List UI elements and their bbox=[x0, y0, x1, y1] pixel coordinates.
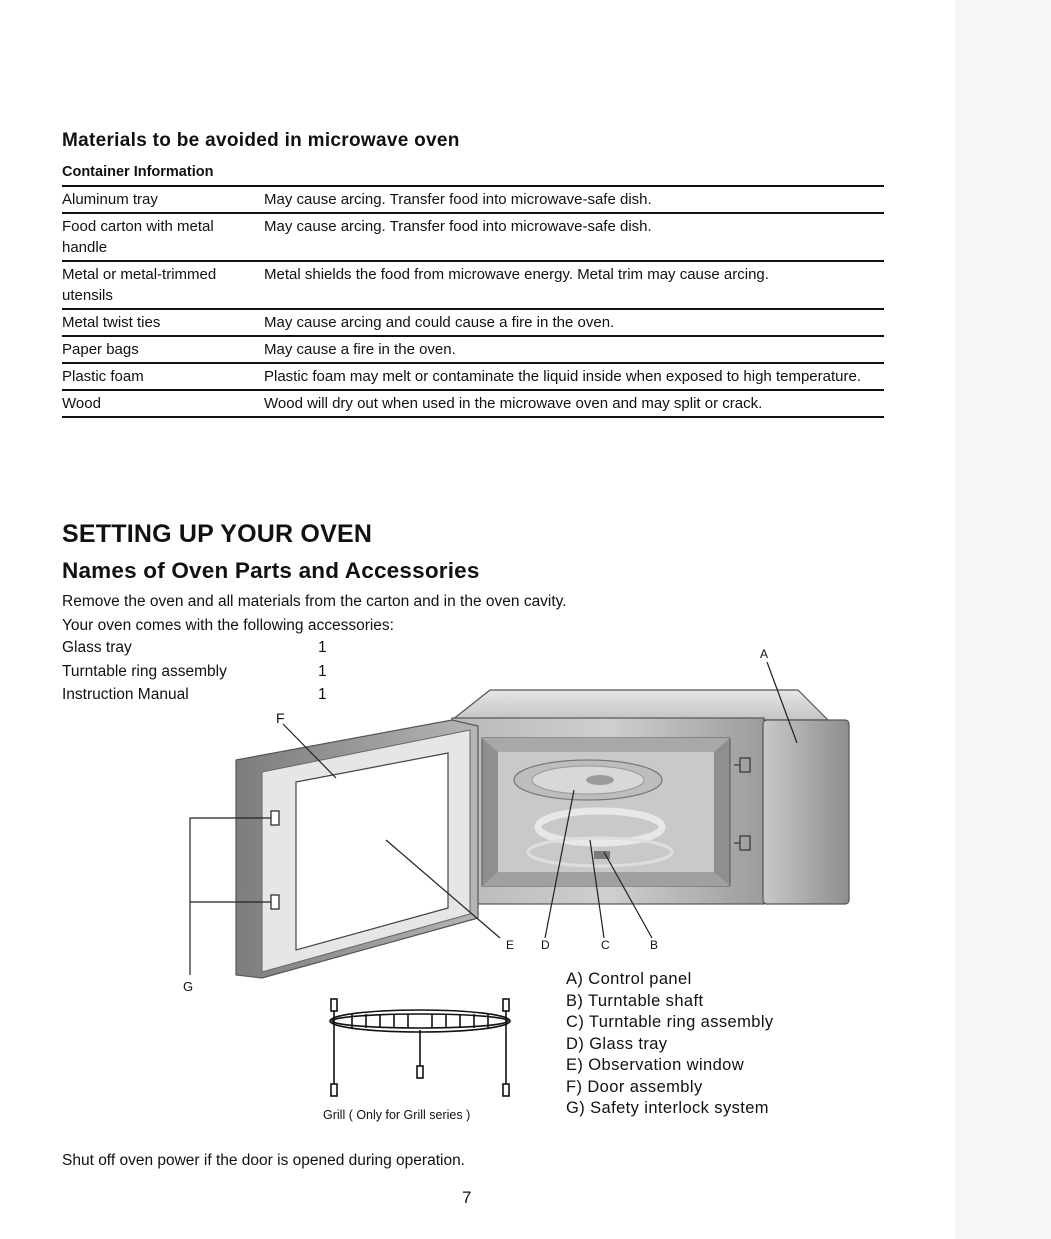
table-cell-item: Food carton with metal handle bbox=[62, 213, 264, 261]
label-g: G bbox=[183, 979, 194, 994]
table-cell-note: Plastic foam may melt or contaminate the liquid inside when exposed to high temperature. bbox=[264, 363, 884, 390]
table-cell-note: May cause arcing and could cause a fire in the oven. bbox=[264, 309, 884, 336]
parts-legend-item: A) Control panel bbox=[566, 970, 692, 988]
page-number: 7 bbox=[462, 1188, 472, 1207]
table-cell-item: Wood bbox=[62, 390, 264, 417]
parts-legend-item: B) Turntable shaft bbox=[566, 991, 704, 1010]
label-c: C bbox=[601, 938, 610, 952]
materials-heading: Materials to be avoided in microwave oven bbox=[62, 130, 460, 151]
parts-legend bbox=[566, 969, 774, 1120]
accessory-name: Glass tray bbox=[62, 639, 132, 656]
table-cell-note: Wood will dry out when used in the microwave oven and may split or crack. bbox=[264, 390, 884, 417]
parts-legend-item: C) Turntable ring assembly bbox=[566, 1013, 774, 1031]
accessory-qty: 1 bbox=[318, 639, 327, 656]
label-e: E bbox=[506, 938, 515, 952]
grill-caption: Grill ( Only for Grill series ) bbox=[323, 1108, 471, 1122]
safety-note: Shut off oven power if the door is opened during operation. bbox=[62, 1152, 465, 1169]
label-a: A bbox=[760, 647, 769, 661]
parts-heading: Names of Oven Parts and Accessories bbox=[62, 558, 480, 583]
oven-door bbox=[236, 720, 478, 978]
parts-legend-item: E) Observation window bbox=[566, 1056, 745, 1074]
table-cell-item: Aluminum tray bbox=[62, 186, 264, 213]
label-f: F bbox=[276, 710, 285, 726]
label-d: D bbox=[541, 938, 550, 952]
grill-illustration bbox=[330, 999, 510, 1096]
table-cell-item: Plastic foam bbox=[62, 363, 264, 390]
intro-line-1: Remove the oven and all materials from the carton and in the oven cavity. bbox=[62, 593, 567, 610]
table-cell-note: May cause arcing. Transfer food into microwave-safe dish. bbox=[264, 186, 884, 213]
label-b: B bbox=[650, 938, 659, 952]
table-cell-item: Paper bags bbox=[62, 336, 264, 363]
accessory-name: Turntable ring assembly bbox=[62, 663, 227, 680]
accessory-name: Instruction Manual bbox=[62, 686, 189, 703]
table-cell-note: Metal shields the food from microwave energy. Metal trim may cause arcing. bbox=[264, 261, 884, 309]
intro-line-2: Your oven comes with the following accessories: bbox=[62, 617, 394, 634]
parts-legend-item: G) Safety interlock system bbox=[566, 1099, 769, 1117]
setup-heading: SETTING UP YOUR OVEN bbox=[62, 520, 373, 548]
accessory-qty: 1 bbox=[318, 686, 327, 703]
table-cell-item: Metal or metal-trimmed utensils bbox=[62, 261, 264, 309]
table-cell-item: Metal twist ties bbox=[62, 309, 264, 336]
container-info-heading: Container Information bbox=[62, 164, 214, 180]
table-cell-note: May cause a fire in the oven. bbox=[264, 336, 884, 363]
parts-legend-item: D) Glass tray bbox=[566, 1034, 668, 1053]
parts-legend-item: F) Door assembly bbox=[566, 1077, 703, 1096]
table-cell-note: May cause arcing. Transfer food into microwave-safe dish. bbox=[264, 213, 884, 261]
accessory-qty: 1 bbox=[318, 663, 327, 680]
